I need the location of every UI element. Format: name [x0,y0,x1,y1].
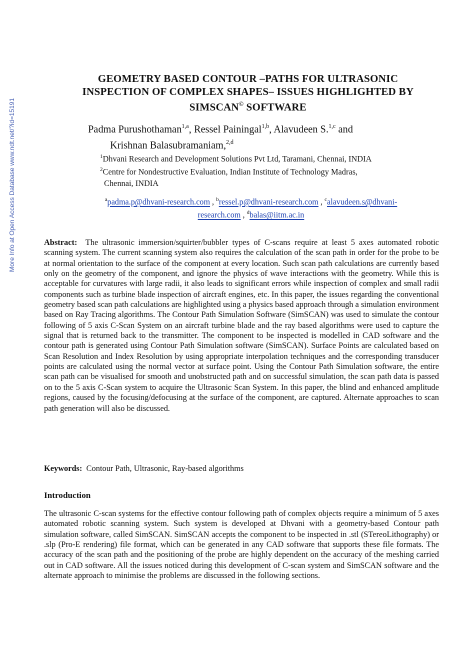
introduction-text: The ultrasonic C-scan systems for the effective contour following path of complex objects require a minimum of 5 axes automated robotic scanning system. Such system is developed at Dhvani with a geometry-based Contour path simulation software, called SimSCAN. SimSCAN accepts the component to be inspected in .stl (STereoLithography) or .slp (Pro-E rendering) file format, which can be generated in any CAD software that supports these file formats. The accuracy of the scan path and the positioning of the probe are highly dependent on the accuracy of the meshing carried out in CAD software. All the issues noticed during this development of C-scan system and SimSCAN software and the alternate approach to minimise the problems are discussed in the following sections. [44,509,439,581]
open-access-side-note[interactable] [9,72,19,272]
title-line-1: GEOMETRY BASED CONTOUR –PATHS FOR ULTRASONIC [97,74,399,85]
email-link-b[interactable]: ressel.p@dhvani-research.com [218,197,319,207]
affiliation-2-cont: Chennai, INDIA [104,178,159,188]
keywords [44,464,439,474]
author-name: , Ressel Painingal [188,124,262,136]
keywords-label: Keywords: [44,464,83,473]
author-line-1: Padma Purushothaman$^{1,a}$, Ressel Painingal$^{1,b}$, Alavudeen S.$^{1,c}$ and [88,124,353,136]
title-line-3: SIMSCAN© SOFTWARE [189,102,307,114]
email-link-a[interactable]: padma.p@dhvani-research.com [107,197,211,207]
copyright-mark: © [238,102,244,109]
email-line-2: research.com , $^d$balas@iitm.ac.in [197,210,305,220]
author-name: Krishnan Balasubramaniam, [110,140,226,152]
abstract-text: The ultrasonic immersion/squirter/bubbler types of C-scans require at least 5 axes automated robotic scanning system. The current scanning system also requires the calculation of the scan path in order for the probe to be at normal orientation to the surface of the component at every location. Such scan path calculations are currently based only on the geometry of the component, and ignore the physics of wave interactions with the geometry. While this is acceptable for curvatures with large radii, it also leads to significant errors while inspection of complex and small radii components such as turbine blade inspection of aircraft engines, etc. In this paper, the issues regarding the conventional geometry based scan path calculations are highlighted using a physics based approach through a simulation environment based on Ray Tracing algorithms. The Contour Path Simulation Software (SimSCAN) was used to simulate the contour following of 5 axis C-Scan System on an aircraft turbine blade and the ray based algorithms were used to capture the signal that is returned back to the transmitter. The component to be inspected is modelled in CAD software and the contour path is generated using Contour Path Simulation software (SimSCAN). Surface Points are calculated based on Scan Resolution and Index Resolution by using appropriate interpolation techniques and the corresponding transducer points are calculated using the normal vector at surface point. Using the Contour Path Simulation software, the entire scan path can be visualised for smooth and unobstructed path and on successful simulation, the scan path data is passed on to the 5 axis C-Scan system to acquire the Ultrasonic Scan System. In this paper, the blind and enhanced amplitude regions, caused by the focusing/defocusing at the surface of the component, are captured. Alternate approaches to scan path generation will also be discussed. [44,238,439,413]
affiliation-2: $^2$Centre for Nondestructive Evaluation, Indian Institute of Technology Madras, [100,167,358,178]
author-list [88,121,428,153]
author-emails [66,195,436,222]
email-link-c-cont[interactable]: research.com [197,210,241,220]
email-link-c[interactable]: alavudeen.s@dhvani- [326,197,398,207]
abstract-label: Abstract: [44,238,78,247]
affiliations [100,152,430,189]
side-note-text[interactable]: More Info at Open Access Database www.ndt.net/?id=15191 [9,98,16,272]
author-name: Padma Purushothaman [88,124,182,136]
email-line-1: $^a$padma.p@dhvani-research.com , $^b$ressel.p@dhvani-research.com , $^c$alavudeen.s@dhvani- [104,197,398,207]
section-heading-introduction: Introduction [44,490,91,500]
title-line-2: INSPECTION OF COMPLEX SHAPES– ISSUES HIGHLIGHTED BY [82,86,414,98]
author-name: , Alavudeen S. [269,124,329,136]
paper-title [52,74,444,115]
affiliation-1: $^1$Dhvani Research and Development Solutions Pvt Ltd, Taramani, Chennai, INDIA [100,154,372,164]
keywords-text: Contour Path, Ultrasonic, Ray-based algorithms [86,464,244,473]
email-link-d[interactable]: balas@iitm.ac.in [249,210,305,220]
abstract [44,238,439,414]
author-line-2: Krishnan Balasubramaniam,$^{2,d}$ [110,139,234,152]
